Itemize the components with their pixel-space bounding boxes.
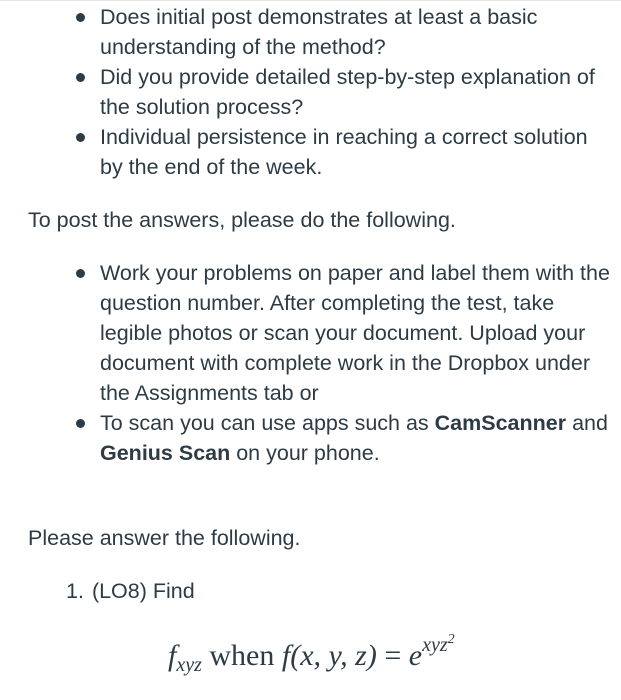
formula-args: (x, y, z): [290, 639, 377, 672]
list-item-text: To scan you can use apps such as: [100, 411, 435, 435]
answer-intro: Please answer the following.: [28, 526, 301, 550]
formula-f-subscript: xyz: [176, 654, 202, 676]
app-name-genius-scan: Genius Scan: [100, 441, 231, 465]
math-formula: [168, 632, 455, 676]
question-1: [66, 576, 195, 606]
formula-function-name: f: [281, 639, 291, 672]
instructions-intro: To post the answers, please do the following.: [28, 208, 456, 232]
list-item: Individual persistence in reaching a correct solution by the end of the week.: [0, 122, 621, 182]
formula-exponent: [422, 634, 455, 656]
list-item-text: and: [566, 411, 608, 435]
formula-f: f: [168, 639, 177, 672]
list-item: Does initial post demonstrates at least a basic understanding of the method?: [0, 2, 621, 62]
top-divider: [0, 0, 621, 1]
instructions-list: [0, 258, 621, 468]
question-text: (LO8) Find: [91, 579, 195, 603]
app-name-camscanner: CamScanner: [434, 411, 567, 435]
formula-equals: =: [376, 639, 409, 672]
formula-exponent-power: 2: [447, 632, 455, 647]
list-item: Did you provide detailed step-by-step explanation of the solution process?: [0, 62, 621, 122]
formula-when: when: [201, 639, 282, 672]
list-item-text: on your phone.: [230, 441, 380, 465]
list-item: [0, 408, 621, 468]
formula-base: e: [408, 639, 423, 672]
list-item: Work your problems on paper and label them with the question number. After completing the test, take legible photos or scan your document. Upload your document with complete work in the Dropbox under the Assignments tab or: [0, 258, 621, 408]
question-number: 1.: [66, 579, 84, 603]
criteria-list: [0, 2, 621, 182]
formula-exponent-text: xyz: [422, 634, 448, 656]
